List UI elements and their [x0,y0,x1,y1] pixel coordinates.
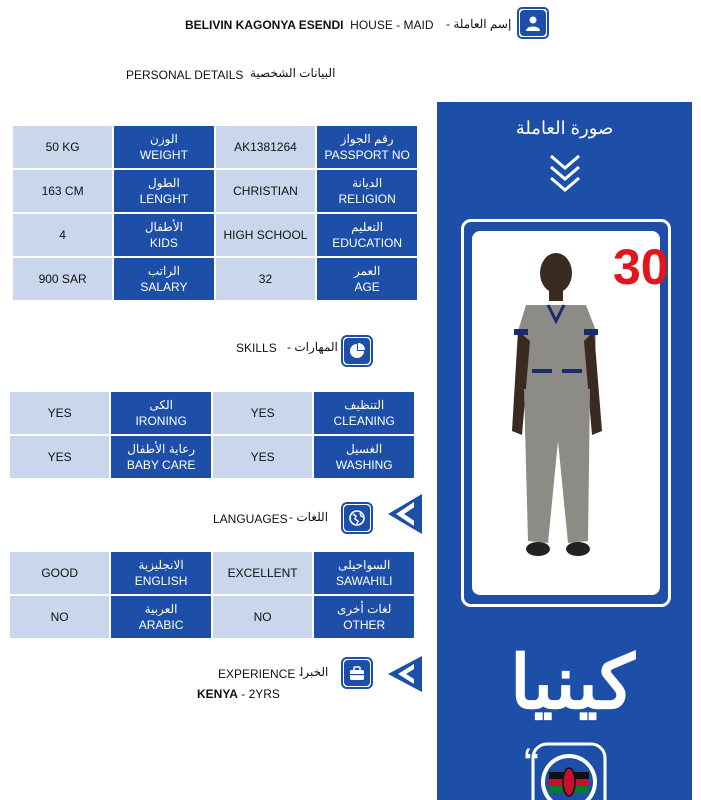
table-row [13,126,417,168]
chevrons-down-icon [548,152,582,194]
cleaning-value: YES [213,392,312,434]
experience-duration: - 2YRS [237,687,280,701]
briefcase-icon [341,657,373,689]
table-row [10,392,414,434]
passport-value: AK1381264 [216,126,316,168]
education-label: التعليم EDUCATION [317,214,417,256]
swahili-value: EXCELLENT [213,552,313,594]
education-value: HIGH SCHOOL [216,214,316,256]
table-row [13,214,417,256]
arrow-left-icon [384,654,424,694]
swahili-label: السواحيلى SAWAHILI [314,552,414,594]
worker-job: HOUSE - MAID [350,18,434,32]
kenya-emblem-icon [531,742,607,800]
cleaning-label: التنظيف CLEANING [314,392,414,434]
salary-value: 900 SAR [13,258,112,300]
country-name-ar: كينيا [510,640,635,726]
skills-table [8,390,416,480]
worker-number: 30 [613,239,669,295]
worker-name: BELIVIN KAGONYA ESENDI [185,18,344,32]
kids-label: الأطفال KIDS [114,214,213,256]
quote-mark: “ [523,742,540,780]
experience-title: EXPERIENCE - [218,667,303,681]
english-label: الانجليزية ENGLISH [111,552,210,594]
languages-title: LANGUAGES [213,512,288,526]
religion-value: CHRISTIAN [216,170,316,212]
salary-label: الراتب SALARY [114,258,213,300]
table-row [10,436,414,478]
kids-value: 4 [13,214,112,256]
religion-label: الديانة RELIGION [317,170,417,212]
pie-chart-icon [341,335,373,367]
personal-details-title-ar: البيانات الشخصية [250,66,336,80]
weight-label: الوزن WEIGHT [114,126,213,168]
photo-title: صورة العاملة [515,118,614,138]
personal-details-title: PERSONAL DETAILS [126,68,244,82]
ironing-value: YES [10,392,109,434]
table-row [10,596,414,638]
languages-table [8,550,416,640]
washing-value: YES [213,436,312,478]
length-value: 163 CM [13,170,112,212]
arabic-label: العربية ARABIC [111,596,210,638]
weight-value: 50 KG [13,126,112,168]
age-value: 32 [216,258,316,300]
user-icon [517,7,549,39]
length-label: الطول LENGHT [114,170,213,212]
worker-name-label-ar: إسم العاملة - [446,17,512,31]
experience-entry [197,687,280,701]
other-language-label: لغات أخرى OTHER [314,596,414,638]
globe-icon [341,502,373,534]
ironing-label: الكى IRONING [111,392,211,434]
table-row [13,170,417,212]
skills-title: SKILLS [236,341,277,355]
worker-name-line [185,18,434,32]
languages-title-ar: اللغات - [289,510,329,524]
details-table [11,124,419,302]
arabic-value: NO [10,596,109,638]
table-row [10,552,414,594]
age-label: العمر AGE [317,258,417,300]
table-row [13,258,417,300]
other-language-value: NO [213,596,313,638]
english-value: GOOD [10,552,109,594]
babycare-label: رعاية الأطفال BABY CARE [111,436,211,478]
skills-title-ar: المهارات - [287,340,338,354]
babycare-value: YES [10,436,109,478]
washing-label: الغسيل WASHING [314,436,414,478]
arrow-left-icon [384,492,424,536]
experience-country: KENYA [197,687,238,701]
experience-title-ar: الخبرا [300,665,329,679]
passport-label: رقم الجواز PASSPORT NO [317,126,417,168]
